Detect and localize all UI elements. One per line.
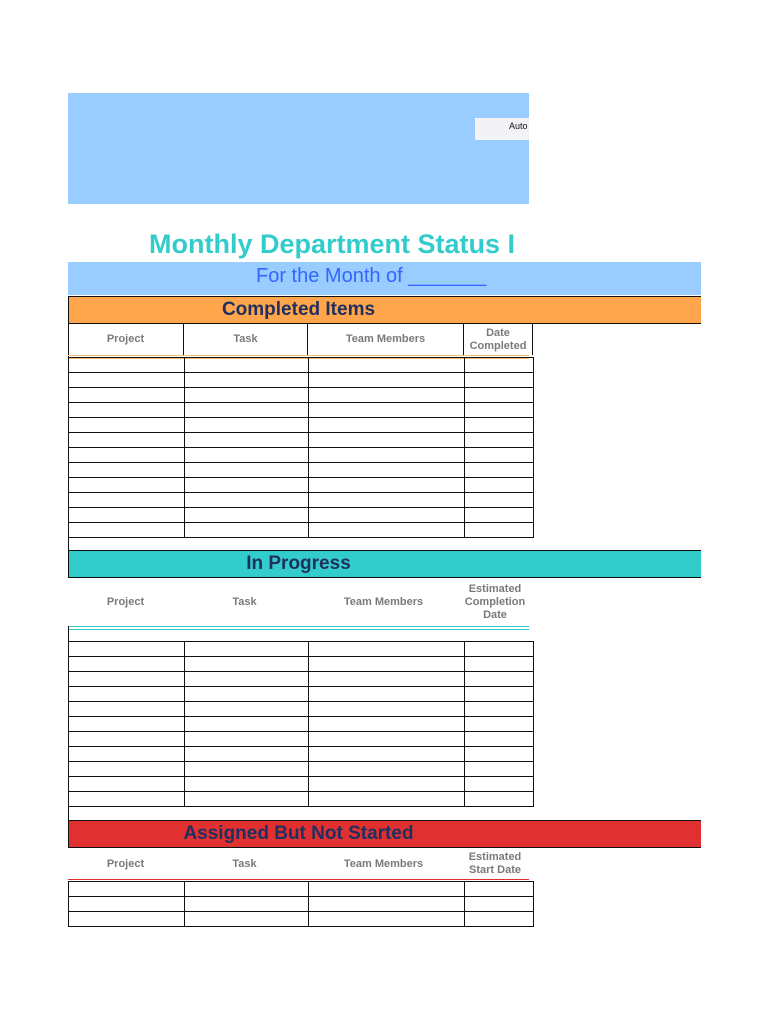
completed-rows	[69, 358, 534, 538]
cell[interactable]	[185, 373, 309, 388]
cell[interactable]	[465, 508, 534, 523]
cell[interactable]	[465, 792, 534, 807]
table-row	[69, 897, 534, 912]
col-estimated-start-date: Estimated Start Date	[468, 851, 522, 876]
table-row	[69, 493, 534, 508]
not-started-title: Assigned But Not Started	[183, 823, 414, 844]
in-progress-bottom-gap	[68, 806, 69, 820]
cell[interactable]	[309, 732, 465, 747]
completed-gap-frame	[68, 536, 69, 550]
cell[interactable]	[465, 882, 534, 897]
cell[interactable]	[309, 702, 465, 717]
cell[interactable]	[185, 508, 309, 523]
cell[interactable]	[465, 747, 534, 762]
table-row	[69, 642, 534, 657]
cell[interactable]	[309, 508, 465, 523]
cell[interactable]	[309, 672, 465, 687]
in-progress-accent-line	[68, 626, 529, 627]
cell[interactable]	[185, 642, 309, 657]
cell[interactable]	[69, 523, 185, 538]
table-row	[69, 882, 534, 897]
cell[interactable]	[69, 642, 185, 657]
cell[interactable]	[185, 882, 309, 897]
cell[interactable]	[69, 657, 185, 672]
cell[interactable]	[309, 433, 465, 448]
cell[interactable]	[69, 747, 185, 762]
cell[interactable]	[309, 642, 465, 657]
cell[interactable]	[185, 792, 309, 807]
cell[interactable]	[185, 358, 309, 373]
cell[interactable]	[69, 897, 185, 912]
table-row	[69, 687, 534, 702]
cell[interactable]	[465, 418, 534, 433]
table-row	[69, 777, 534, 792]
cell[interactable]	[185, 418, 309, 433]
cell[interactable]	[309, 882, 465, 897]
cell[interactable]	[465, 448, 534, 463]
cell[interactable]	[465, 717, 534, 732]
table-row	[69, 463, 534, 478]
cell[interactable]	[185, 388, 309, 403]
table-row	[69, 403, 534, 418]
cell[interactable]	[309, 448, 465, 463]
cell[interactable]	[465, 403, 534, 418]
table-row	[69, 732, 534, 747]
cell[interactable]	[309, 493, 465, 508]
cell[interactable]	[185, 747, 309, 762]
cell[interactable]	[309, 762, 465, 777]
cell[interactable]	[185, 478, 309, 493]
table-row	[69, 672, 534, 687]
table-row	[69, 717, 534, 732]
cell[interactable]	[69, 702, 185, 717]
col-team-members: Team Members	[343, 595, 424, 608]
cell[interactable]	[185, 523, 309, 538]
table-row	[69, 448, 534, 463]
cell[interactable]	[69, 373, 185, 388]
cell[interactable]	[309, 388, 465, 403]
cell[interactable]	[465, 672, 534, 687]
in-progress-accent-line-2	[68, 629, 529, 630]
cell[interactable]	[69, 672, 185, 687]
cell[interactable]	[69, 433, 185, 448]
cell[interactable]	[69, 478, 185, 493]
not-started-header-table	[68, 850, 529, 878]
col-date-completed: Date Completed	[464, 324, 533, 355]
cell[interactable]	[465, 373, 534, 388]
cell[interactable]	[465, 358, 534, 373]
cell[interactable]	[465, 388, 534, 403]
completed-header-table	[68, 324, 533, 355]
cell[interactable]	[309, 418, 465, 433]
cell[interactable]	[465, 523, 534, 538]
col-task: Task	[184, 324, 308, 355]
cell[interactable]	[185, 672, 309, 687]
col-task: Task	[232, 857, 257, 870]
cell[interactable]	[185, 912, 309, 927]
header-banner	[68, 93, 529, 204]
cell[interactable]	[309, 747, 465, 762]
cell[interactable]	[465, 463, 534, 478]
in-progress-rows	[69, 642, 534, 807]
cell[interactable]	[309, 478, 465, 493]
auto-label: Auto	[475, 118, 529, 140]
cell[interactable]	[185, 463, 309, 478]
cell[interactable]	[185, 777, 309, 792]
table-row	[69, 523, 534, 538]
table-row	[69, 508, 534, 523]
completed-title: Completed Items	[221, 299, 376, 320]
cell[interactable]	[185, 717, 309, 732]
table-row	[69, 912, 534, 927]
cell[interactable]	[309, 463, 465, 478]
cell[interactable]	[309, 687, 465, 702]
cell[interactable]	[69, 687, 185, 702]
table-row	[69, 762, 534, 777]
col-project: Project	[106, 595, 145, 608]
not-started-accent-line	[68, 879, 529, 880]
cell[interactable]	[185, 702, 309, 717]
cell[interactable]	[309, 792, 465, 807]
cell[interactable]	[69, 493, 185, 508]
cell[interactable]	[69, 732, 185, 747]
cell[interactable]	[69, 463, 185, 478]
cell[interactable]	[309, 403, 465, 418]
col-team-members: Team Members	[308, 324, 464, 355]
cell[interactable]	[309, 912, 465, 927]
cell[interactable]	[69, 792, 185, 807]
table-row	[69, 702, 534, 717]
in-progress-header-table	[68, 580, 529, 624]
cell[interactable]	[69, 448, 185, 463]
table-row	[69, 657, 534, 672]
cell[interactable]	[69, 777, 185, 792]
in-progress-gap-frame	[68, 626, 69, 642]
table-row	[69, 388, 534, 403]
cell[interactable]	[69, 882, 185, 897]
cell[interactable]	[69, 508, 185, 523]
in-progress-table	[68, 641, 534, 807]
table-row	[69, 478, 534, 493]
cell[interactable]	[69, 912, 185, 927]
cell[interactable]	[465, 897, 534, 912]
cell[interactable]	[69, 762, 185, 777]
cell[interactable]	[185, 897, 309, 912]
table-row	[69, 747, 534, 762]
cell[interactable]	[309, 657, 465, 672]
cell[interactable]	[309, 523, 465, 538]
col-project: Project	[68, 324, 184, 355]
cell[interactable]	[465, 657, 534, 672]
table-row	[69, 433, 534, 448]
completed-table	[68, 357, 534, 538]
cell[interactable]	[185, 493, 309, 508]
month-line: For the Month of _______	[256, 265, 487, 287]
cell[interactable]	[185, 732, 309, 747]
cell[interactable]	[69, 358, 185, 373]
col-team-members: Team Members	[343, 857, 424, 870]
cell[interactable]	[465, 777, 534, 792]
cell[interactable]	[69, 418, 185, 433]
cell[interactable]	[69, 403, 185, 418]
cell[interactable]	[309, 358, 465, 373]
table-row	[69, 373, 534, 388]
col-task: Task	[232, 595, 257, 608]
cell[interactable]	[465, 433, 534, 448]
cell[interactable]	[185, 657, 309, 672]
cell[interactable]	[185, 403, 309, 418]
cell[interactable]	[185, 448, 309, 463]
not-started-table	[68, 881, 534, 927]
cell[interactable]	[465, 912, 534, 927]
table-row	[69, 358, 534, 373]
page-title: Monthly Department Status I	[149, 229, 516, 259]
cell[interactable]	[69, 717, 185, 732]
cell[interactable]	[185, 762, 309, 777]
cell[interactable]	[465, 732, 534, 747]
cell[interactable]	[185, 687, 309, 702]
cell[interactable]	[465, 702, 534, 717]
cell[interactable]	[185, 433, 309, 448]
cell[interactable]	[309, 777, 465, 792]
cell[interactable]	[465, 642, 534, 657]
in-progress-title: In Progress	[246, 553, 351, 574]
table-row	[69, 418, 534, 433]
cell[interactable]	[465, 493, 534, 508]
col-estimated-completion-date: Estimated Completion Date	[464, 582, 526, 621]
cell[interactable]	[309, 373, 465, 388]
not-started-rows	[69, 882, 534, 927]
cell[interactable]	[69, 388, 185, 403]
table-row	[69, 792, 534, 807]
cell[interactable]	[465, 687, 534, 702]
completed-accent-line	[68, 355, 529, 356]
cell[interactable]	[465, 762, 534, 777]
cell[interactable]	[309, 897, 465, 912]
cell[interactable]	[465, 478, 534, 493]
cell[interactable]	[309, 717, 465, 732]
col-project: Project	[106, 857, 145, 870]
